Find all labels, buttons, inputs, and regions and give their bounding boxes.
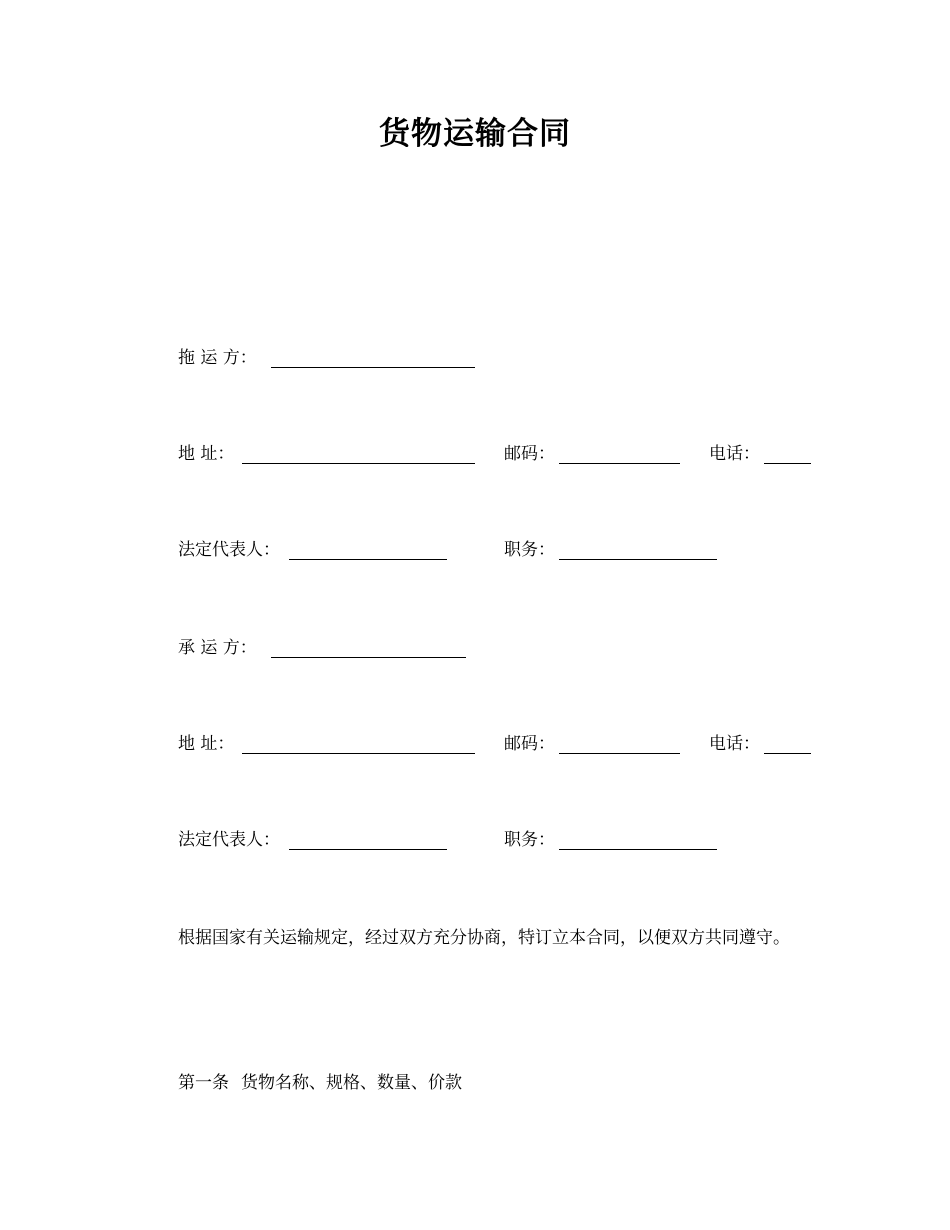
carrier-postcode-label: 邮码： bbox=[504, 734, 555, 754]
shipper-name-label: 拖 运 方： bbox=[178, 348, 257, 368]
shipper-name-blank[interactable] bbox=[271, 367, 475, 368]
carrier-name-blank[interactable] bbox=[271, 657, 466, 658]
article-1-title: 货物名称、规格、数量、价款 bbox=[241, 1073, 462, 1093]
shipper-phone-label: 电话： bbox=[709, 444, 760, 464]
carrier-position-label: 职务： bbox=[504, 830, 555, 850]
carrier-name-label: 承 运 方： bbox=[178, 638, 257, 658]
document-title: 货物运输合同 bbox=[379, 116, 571, 152]
shipper-address-blank[interactable] bbox=[242, 463, 475, 464]
article-1-number: 第一条 bbox=[178, 1073, 229, 1093]
shipper-legal-rep-blank[interactable] bbox=[289, 559, 447, 560]
carrier-postcode-blank[interactable] bbox=[559, 753, 680, 754]
shipper-address-label: 地 址： bbox=[178, 444, 235, 464]
shipper-postcode-blank[interactable] bbox=[559, 463, 680, 464]
carrier-address-blank[interactable] bbox=[242, 753, 475, 754]
carrier-phone-label: 电话： bbox=[709, 734, 760, 754]
shipper-legal-rep-label: 法定代表人： bbox=[178, 540, 280, 560]
shipper-phone-blank[interactable] bbox=[764, 463, 811, 464]
article-1-heading bbox=[178, 1071, 462, 1095]
preamble-paragraph: 根据国家有关运输规定，经过双方充分协商，特订立本合同，以便双方共同遵守。 bbox=[178, 928, 790, 948]
carrier-position-blank[interactable] bbox=[559, 849, 717, 850]
carrier-phone-blank[interactable] bbox=[764, 753, 811, 754]
carrier-legal-rep-blank[interactable] bbox=[289, 849, 447, 850]
carrier-address-label: 地 址： bbox=[178, 734, 235, 754]
shipper-postcode-label: 邮码： bbox=[504, 444, 555, 464]
shipper-position-label: 职务： bbox=[504, 540, 555, 560]
shipper-position-blank[interactable] bbox=[559, 559, 717, 560]
carrier-legal-rep-label: 法定代表人： bbox=[178, 830, 280, 850]
